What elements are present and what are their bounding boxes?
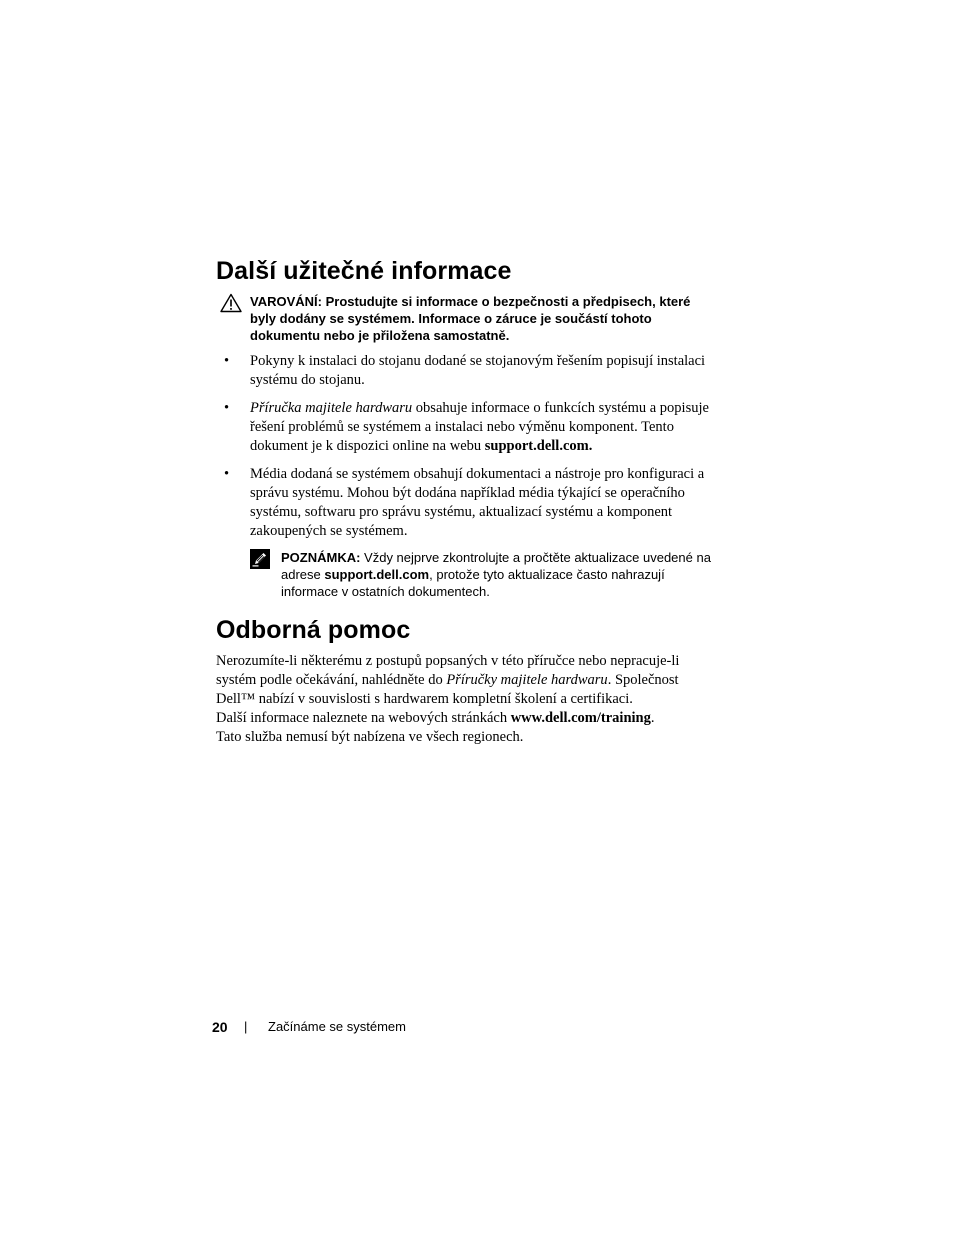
warning-triangle-icon: [220, 293, 242, 313]
help-text-after: . Společnost Dell™ nabízí v souvislosti s hardwarem kompletní školení a certifikaci.: [216, 672, 679, 707]
warning-block: [216, 293, 716, 344]
list-item: [216, 352, 716, 390]
note-text: Vždy nejprve zkontrolujte a pročtěte aktualizace uvedené na adrese: [281, 550, 711, 582]
chapter-title: Začínáme se systémem: [268, 1019, 406, 1034]
page-number: 20: [212, 1019, 228, 1035]
help-paragraph: [216, 652, 716, 747]
training-text: Další informace naleznete na webových stránkách: [216, 710, 511, 726]
training-link[interactable]: www.dell.com/training: [510, 710, 651, 726]
note-pencil-icon: [250, 549, 270, 569]
note-support-link[interactable]: support.dell.com: [324, 567, 430, 582]
page-content: [216, 255, 716, 747]
note-text-after: , protože tyto aktualizace často nahrazují informace v ostatních dokumentech.: [281, 567, 665, 599]
training-text-after: .: [650, 710, 655, 726]
bullet-mark: •: [224, 400, 230, 416]
note-block: [250, 549, 716, 600]
list-item: [216, 399, 716, 456]
list-item-text: Pokyny k instalaci do stojanu dodané se stojanovým řešením popisují instalaci systému do stojanu.: [250, 353, 706, 388]
note-label: POZNÁMKA:: [281, 550, 361, 565]
footer-separator: |: [244, 1019, 248, 1034]
warning-label: VAROVÁNÍ:: [250, 294, 322, 309]
support-link[interactable]: support.dell.com.: [484, 438, 593, 454]
manual-title: Příručka majitele hardwaru: [250, 400, 413, 416]
warning-text: Prostudujte si informace o bezpečnosti a předpisech, které byly dodány se systémem. Informace o záruce je součástí tohoto dokumentu nebo je přiložena samostatně.: [250, 294, 691, 343]
bullet-mark: •: [224, 466, 230, 482]
bullet-mark: •: [224, 353, 230, 369]
list-item: [216, 465, 716, 600]
region-note: Tato služba nemusí být nabízena ve všech regionech.: [216, 729, 524, 745]
page-footer: [212, 1018, 406, 1036]
list-item-text: obsahuje informace o funkcích systému a popisuje řešení problémů se systémem a instalaci nebo výměnu komponent. Tento dokument je k dispozici online na webu: [250, 400, 709, 454]
section-title-expert-help: Odborná pomoc: [216, 616, 411, 644]
help-text: Nerozumíte-li některému z postupů popsaných v této příručce nebo nepracuje-li systém podle očekávání, nahlédněte do: [216, 653, 680, 688]
info-list: [216, 352, 716, 600]
list-item-text: Média dodaná se systémem obsahují dokumentaci a nástroje pro konfiguraci a správu systému. Mohou být dodána například média týkající se operačního systému, softwaru pro správu systému, aktualizací systému a komponent zakoupených se systémem.: [250, 466, 705, 539]
manual-title-ref: Příručky majitele hardwaru: [446, 672, 608, 688]
section-title-useful-info: Další užitečné informace: [216, 257, 512, 285]
